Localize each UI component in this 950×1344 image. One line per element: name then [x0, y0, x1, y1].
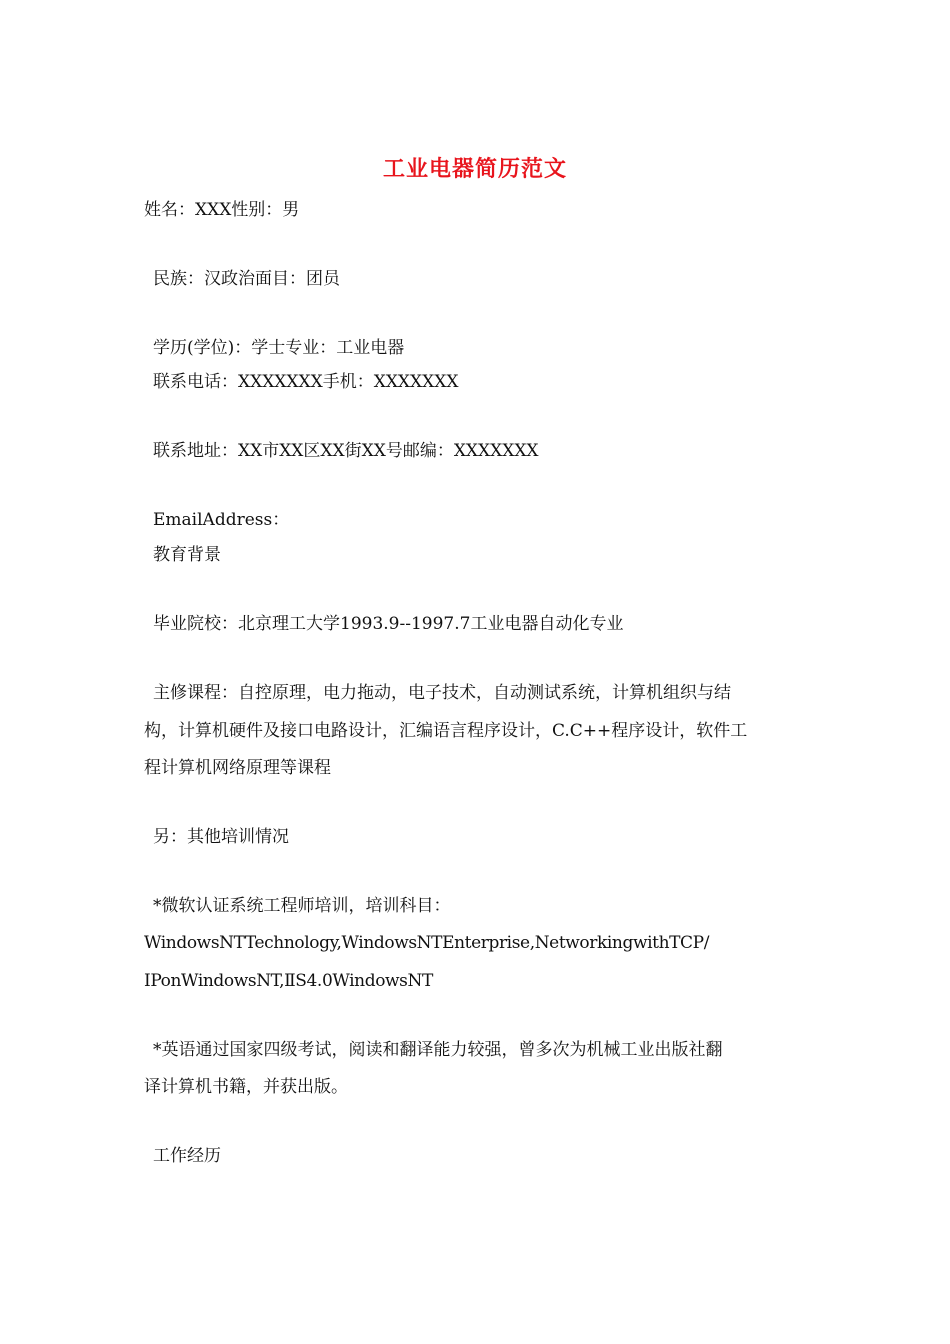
ethnicity-political-line: 民族：汉政治面目：团员 [153, 269, 340, 289]
training-subjects-line-2: IPonWindowsNT,ⅡS4.0WindowsNT [144, 971, 433, 991]
document-title: 工业电器简历范文 [382, 156, 567, 182]
phone-line: 联系电话：XXXXXXX手机：XXXXXXX [153, 372, 459, 392]
address-line: 联系地址：XX市XX区XX街XX号邮编：XXXXXXX [153, 441, 539, 461]
degree-major-line: 学历(学位)：学士专业：工业电器 [153, 338, 405, 358]
other-training-heading: 另：其他培训情况 [153, 827, 289, 847]
education-heading: 教育背景 [153, 545, 221, 565]
school-line: 毕业院校：北京理工大学1993.9--1997.7工业电器自动化专业 [153, 614, 624, 634]
english-line-2: 译计算机书籍，并获出版。 [144, 1077, 348, 1097]
name-gender-line: 姓名：XXX性别：男 [144, 200, 300, 220]
training-subjects-line-1: WindowsNTTechnology,WindowsNTEnterprise,NetworkingwithTCP/ [144, 933, 710, 953]
courses-line-3: 程计算机网络原理等课程 [144, 758, 331, 778]
work-experience-heading: 工作经历 [153, 1146, 221, 1166]
email-line: EmailAddress： [153, 510, 290, 530]
english-line-1: *英语通过国家四级考试，阅读和翻译能力较强，曾多次为机械工业出版社翻 [153, 1040, 723, 1060]
courses-line-2: 构，计算机硬件及接口电路设计，汇编语言程序设计，C.C++程序设计，软件工 [144, 721, 748, 741]
microsoft-training-line: *微软认证系统工程师培训，培训科目： [153, 896, 451, 916]
courses-line-1: 主修课程：自控原理，电力拖动，电子技术，自动测试系统，计算机组织与结 [153, 683, 731, 703]
